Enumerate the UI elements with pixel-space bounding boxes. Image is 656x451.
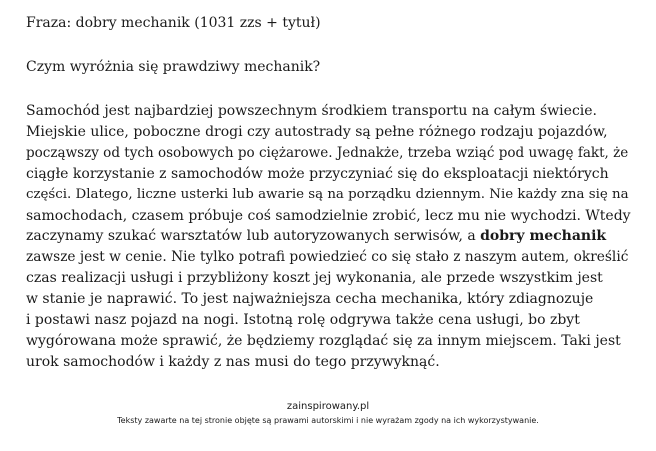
document-body bbox=[26, 101, 632, 373]
keyword-bold: dobry mechanik bbox=[480, 228, 607, 245]
body-line: urok samochodów i każdy z nas musi do tego przywyknąć. bbox=[26, 353, 440, 370]
body-line: Miejskie ulice, poboczne drogi czy autostrady są pełne różnego rodzaju pojazdów, bbox=[26, 123, 608, 140]
footer-site: zainspirowany.pl bbox=[286, 401, 370, 412]
footer-copyright-note: Teksty zawarte na tej stronie objęte są prawami autorskimi i nie wyrażam zgody na ich wykorzystywanie. bbox=[117, 416, 539, 425]
document-heading: Fraza: dobry mechanik (1031 zzs + tytuł) bbox=[26, 15, 321, 31]
body-line: samochodach, czasem próbuje coś samodzielnie zrobić, lecz mu nie wychodzi. Wtedy bbox=[26, 207, 631, 224]
body-line: zaczynamy szukać warsztatów lub autoryzowanych serwisów, a dobry mechanik bbox=[26, 228, 607, 245]
body-line: począwszy od tych osobowych po ciężarowe. Jednakże, trzeba wziąć pod uwagę fakt, że bbox=[26, 144, 629, 161]
body-line: i postawi nasz pojazd na nogi. Istotną rolę odgrywa także cena usługi, bo zbyt bbox=[26, 312, 580, 329]
body-line: Samochód jest najbardziej powszechnym środkiem transportu na całym świecie. bbox=[26, 103, 597, 119]
body-line: ciągłe korzystanie z samochodów może przyczyniać się do eksploatacji niektórych bbox=[26, 165, 609, 182]
document-page bbox=[26, 14, 632, 373]
body-line: czas realizacji usługi i przybliżony koszt jej wykonania, ale przede wszystkim jest bbox=[26, 270, 603, 287]
body-line: zawsze jest w cenie. Nie tylko potrafi powiedzieć co się stało z naszym autem, określić bbox=[26, 249, 629, 266]
body-line: w stanie je naprawić. To jest najważniejsza cecha mechanika, który zdiagnozuje bbox=[26, 291, 594, 308]
body-line: wygórowana może sprawić, że będziemy rozglądać się za innym miejscem. Taki jest bbox=[26, 332, 621, 349]
body-line: części. Dlatego, liczne usterki lub awarie są na porządku dziennym. Nie każdy zna się na bbox=[26, 186, 629, 202]
document-question: Czym wyróżnia się prawdziwy mechanik? bbox=[26, 59, 321, 75]
